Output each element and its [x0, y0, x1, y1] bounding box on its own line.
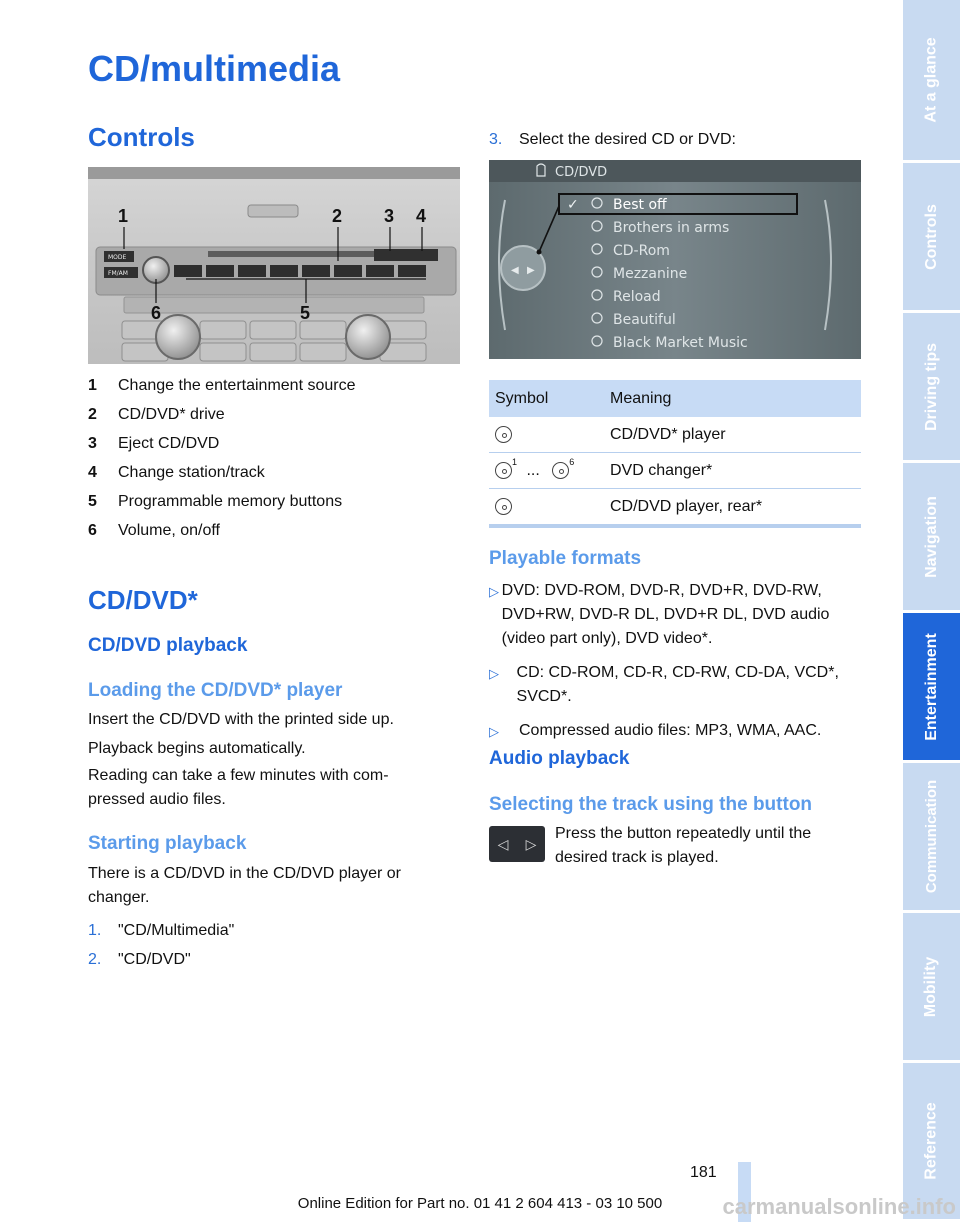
- audio-heading: Audio playback: [489, 748, 630, 769]
- item-number: 1: [88, 377, 97, 394]
- cd-player-rear-icon: [495, 498, 512, 515]
- screen-title: CD/DVD: [555, 165, 608, 180]
- step-text: "CD/Multimedia": [118, 922, 235, 939]
- controls-heading: Controls: [88, 122, 195, 152]
- tab-entertainment[interactable]: Entertainment: [903, 613, 960, 763]
- list-item: [489, 127, 736, 156]
- symbol-table: [489, 380, 861, 528]
- tab-driving-tips[interactable]: Driving tips: [903, 313, 960, 463]
- step-text: "CD/DVD": [118, 951, 191, 968]
- item-number: 2: [88, 406, 97, 423]
- panel-mode-label: MODE: [108, 254, 127, 261]
- callout-2: 2: [332, 206, 343, 226]
- tab-communication[interactable]: Communication: [903, 763, 960, 913]
- meaning-cell: CD/DVD* player: [610, 425, 726, 443]
- list-item: [88, 431, 460, 460]
- bullet-triangle-icon: ▷: [489, 724, 499, 739]
- starting-text-a: There is a CD/DVD in the CD/DVD player or: [88, 865, 401, 882]
- item-text: Eject CD/DVD: [118, 435, 220, 452]
- screen-item-5: Beautiful: [613, 312, 676, 328]
- dvd-changer-last-icon: 6: [552, 462, 569, 479]
- step-3: [489, 127, 736, 156]
- list-item: [489, 579, 867, 651]
- callout-5: 5: [300, 303, 311, 323]
- item-text: Volume, on/off: [118, 522, 220, 539]
- list-item: [88, 460, 460, 489]
- loading-text: Insert the CD/DVD with the printed side up.: [88, 711, 394, 728]
- symbol-ellipsis: ...: [526, 461, 540, 479]
- screen-item-6: Black Market Music: [613, 335, 748, 351]
- track-arrows-button-icon: ◁ ▷: [489, 826, 545, 862]
- step-number: 2.: [88, 951, 102, 968]
- svg-text:◀: ◀: [511, 265, 519, 276]
- meaning-cell: CD/DVD player, rear*: [610, 497, 763, 515]
- list-item: [88, 518, 460, 547]
- callout-1: 1: [118, 206, 129, 226]
- chapter-sidebar: [903, 0, 960, 1222]
- item-text: DVD: DVD-ROM, DVD-R, DVD+R, DVD-RW, DVD+RW, DVD-R DL, DVD+R DL, DVD audio (video part only), DVD video*.: [501, 582, 830, 647]
- screen-item-1: Brothers in arms: [613, 220, 730, 236]
- callout-4: 4: [416, 206, 427, 226]
- item-text: Programmable memory buttons: [118, 493, 343, 510]
- list-item: [88, 373, 460, 402]
- table-row: [489, 489, 861, 525]
- page-number: 181: [690, 1164, 717, 1181]
- steps-list: [88, 918, 234, 976]
- tab-reference[interactable]: Reference: [903, 1063, 960, 1222]
- header-symbol: Symbol: [495, 389, 549, 407]
- cddvd-heading: CD/DVD*: [88, 585, 198, 615]
- cd-player-icon: [495, 426, 512, 443]
- item-text: CD/DVD* drive: [118, 406, 225, 423]
- meaning-cell: DVD changer*: [610, 461, 713, 479]
- dvd-changer-first-icon: 1: [495, 462, 512, 479]
- formats-list: [489, 579, 867, 754]
- step-number: 1.: [88, 922, 102, 939]
- item-text: CD: CD-ROM, CD-R, CD-RW, CD-DA, VCD*, SVCD*.: [516, 664, 839, 705]
- track-heading: Selecting the track using the button: [489, 794, 813, 815]
- screen-item-2: CD-Rom: [613, 243, 670, 259]
- table-row: [489, 417, 861, 453]
- screen-item-3: Mezzanine: [613, 266, 688, 282]
- callout-6: 6: [151, 303, 162, 323]
- tab-controls[interactable]: Controls: [903, 163, 960, 313]
- bullet-triangle-icon: ▷: [489, 666, 499, 681]
- item-text: Change station/track: [118, 464, 265, 481]
- list-item: [88, 489, 460, 518]
- tab-navigation[interactable]: Navigation: [903, 463, 960, 613]
- step-number: 3.: [489, 131, 503, 148]
- idrive-screen: [489, 160, 861, 359]
- page-title: CD/multimedia: [88, 48, 341, 89]
- starting-text-b: changer.: [88, 889, 150, 906]
- list-item: [88, 947, 234, 976]
- loading-text-3a: Reading can take a few minutes with com-: [88, 767, 389, 784]
- screen-item-4: Reload: [613, 289, 661, 305]
- bullet-triangle-icon: ▷: [489, 584, 499, 599]
- loading-text-2: Playback begins automatically.: [88, 740, 306, 757]
- item-number: 4: [88, 464, 97, 481]
- item-number: 6: [88, 522, 97, 539]
- loading-heading: Loading the CD/DVD* player: [88, 680, 343, 701]
- watermark: carmanualsonline.info: [722, 1194, 956, 1219]
- panel-fmam-label: FM/AM: [108, 270, 128, 277]
- radio-panel-illustration: [88, 167, 460, 364]
- check-icon: ✓: [567, 197, 579, 213]
- list-item: [489, 719, 867, 744]
- playback-heading: CD/DVD playback: [88, 635, 248, 656]
- list-item: [88, 918, 234, 947]
- track-text-b: desired track is played.: [555, 849, 719, 866]
- svg-text:▶: ▶: [527, 265, 535, 276]
- item-text: Compressed audio files: MP3, WMA, AAC.: [519, 722, 822, 739]
- list-item: [88, 402, 460, 431]
- list-item: [489, 661, 867, 709]
- tab-mobility[interactable]: Mobility: [903, 913, 960, 1063]
- header-meaning: Meaning: [610, 389, 672, 407]
- controls-list: [88, 373, 460, 547]
- screen-item-0: Best off: [613, 197, 667, 213]
- callout-3: 3: [384, 206, 395, 226]
- formats-heading: Playable formats: [489, 548, 642, 569]
- track-text-a: Press the button repeatedly until the: [555, 825, 812, 842]
- table-row: [489, 453, 861, 489]
- item-number: 5: [88, 493, 97, 510]
- starting-heading: Starting playback: [88, 833, 247, 854]
- item-text: Change the entertainment source: [118, 377, 356, 394]
- loading-text-3b: pressed audio files.: [88, 791, 226, 808]
- tab-at-a-glance[interactable]: At a glance: [903, 0, 960, 163]
- item-number: 3: [88, 435, 97, 452]
- footer-text: Online Edition for Part no. 01 41 2 604 413 - 03 10 500: [297, 1195, 663, 1212]
- table-header: [489, 380, 861, 417]
- step-text: Select the desired CD or DVD:: [519, 131, 736, 148]
